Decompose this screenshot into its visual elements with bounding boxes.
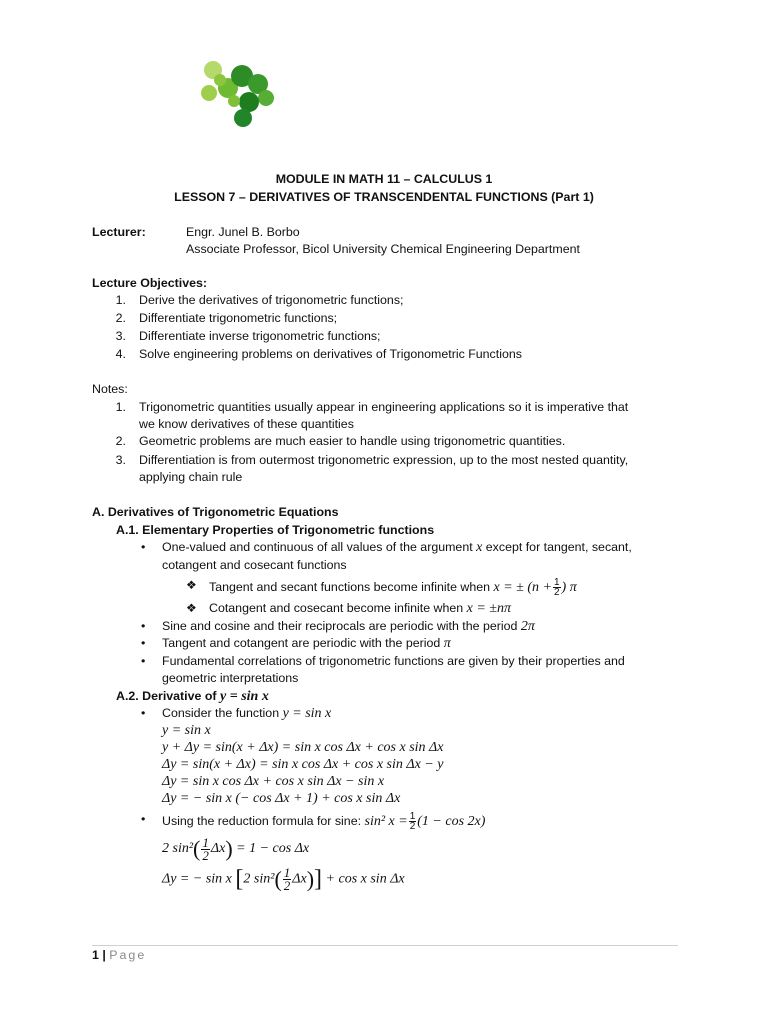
objective-text: Differentiate trigonometric functions; xyxy=(139,311,338,325)
equation-7: Δy = − sin x [2 sin²( $\frac{1}{2}$ Δx)] + cos x sin Δx xyxy=(162,865,405,893)
objective-text: Differentiate inverse trigonometric functions; xyxy=(139,329,381,343)
equation-2: y + Δy = sin(x + Δx) = sin x cos Δx + cos x sin Δx xyxy=(162,740,444,755)
objective-number: 3. xyxy=(115,329,126,343)
note-text: Trigonometric quantities usually appear in engineering applications so it is imperative that xyxy=(139,400,629,414)
a2-bullet-2: Using the reduction formula for sine: sin² x = $\frac{1}{2}$ (1 − cos 2x) xyxy=(162,811,486,832)
diamond-bullet-icon: ❖ xyxy=(186,578,197,592)
objective-text: Derive the derivatives of trigonometric functions; xyxy=(139,293,404,307)
objectives-heading: Lecture Objectives: xyxy=(92,276,208,290)
section-a-heading: A. Derivatives of Trigonometric Equations xyxy=(92,505,339,519)
module-title: MODULE IN MATH 11 – CALCULUS 1 xyxy=(275,172,493,186)
bullet-dot: • xyxy=(141,619,146,633)
note-number: 3. xyxy=(115,453,126,467)
section-a2-heading: A.2. Derivative of y = sin x xyxy=(116,689,269,704)
note-number: 2. xyxy=(115,434,126,448)
note-text-continued: we know derivatives of these quantities xyxy=(139,417,354,431)
a1-bullet-2: Sine and cosine and their reciprocals are periodic with the period 2π xyxy=(162,619,535,634)
variable-x: x xyxy=(476,540,483,555)
bullet-dot: • xyxy=(141,636,146,650)
a1-bullet-4-continued: geometric interpretations xyxy=(162,671,299,685)
objective-number: 2. xyxy=(115,311,126,325)
bullet-dot: • xyxy=(141,706,146,720)
equation-5: Δy = − sin x (− cos Δx + 1) + cos x sin Δx xyxy=(162,791,401,806)
fraction: $\frac{1}{2}$ xyxy=(409,811,416,832)
a1-bullet-3: Tangent and cotangent are periodic with the period π xyxy=(162,636,451,651)
a1-sub-bullet-2: Cotangent and cosecant become infinite when x = ±nπ xyxy=(209,601,511,616)
equation-3: Δy = sin(x + Δx) = sin x cos Δx + cos x sin Δx − y xyxy=(162,757,444,772)
equation-4: Δy = sin x cos Δx + cos x sin Δx − sin x xyxy=(162,774,385,789)
lecturer-position: Associate Professor, Bicol University Chemical Engineering Department xyxy=(186,242,580,256)
notes-heading: Notes: xyxy=(92,382,128,396)
page-separator: | xyxy=(102,948,106,962)
note-text: Differentiation is from outermost trigonometric expression, up to the most nested quantity, xyxy=(139,453,629,467)
diamond-bullet-icon: ❖ xyxy=(186,601,197,615)
objective-number: 1. xyxy=(115,293,126,307)
bullet-dot: • xyxy=(141,540,146,554)
fraction: $\frac{1}{2}$ xyxy=(553,577,560,598)
logo xyxy=(196,56,280,130)
page-footer xyxy=(92,948,146,962)
a2-bullet-1: Consider the function y = sin x xyxy=(162,706,332,721)
fraction: $\frac{1}{2}$ xyxy=(283,865,291,893)
lecturer-label: Lecturer: xyxy=(92,225,146,239)
lecturer-name: Engr. Junel B. Borbo xyxy=(186,225,300,239)
page-number: 1 xyxy=(92,948,99,962)
objective-text: Solve engineering problems on derivatives of Trigonometric Functions xyxy=(139,347,522,361)
fraction: $\frac{1}{2}$ xyxy=(202,834,209,863)
note-text: Geometric problems are much easier to handle using trigonometric quantities. xyxy=(139,434,566,448)
lesson-title: LESSON 7 – DERIVATIVES OF TRANSCENDENTAL FUNCTIONS (Part 1) xyxy=(174,190,594,204)
a1-bullet-4: Fundamental correlations of trigonometric functions are given by their properties and xyxy=(162,654,625,668)
equation-6: 2 sin²( $\frac{1}{2}$ Δx) = 1 − cos Δx xyxy=(162,834,310,863)
bullet-dot: • xyxy=(141,654,146,668)
note-text-continued: applying chain rule xyxy=(139,470,243,484)
page-label: Page xyxy=(109,948,147,962)
objective-number: 4. xyxy=(115,347,126,361)
equation-1: y = sin x xyxy=(162,723,211,738)
section-a1-heading: A.1. Elementary Properties of Trigonometric functions xyxy=(116,523,435,537)
note-number: 1. xyxy=(115,400,126,414)
bullet-dot: • xyxy=(141,812,146,826)
footer-rule xyxy=(92,945,678,946)
a1-sub-bullet-1: Tangent and secant functions become infinite when x = ± (n + $\frac{1}{2}$ ) π xyxy=(209,577,577,598)
a1-bullet-1: One-valued and continuous of all values of the argument x except for tangent, secant, xyxy=(162,540,632,555)
a1-bullet-1-continued: cotangent and cosecant functions xyxy=(162,558,347,572)
